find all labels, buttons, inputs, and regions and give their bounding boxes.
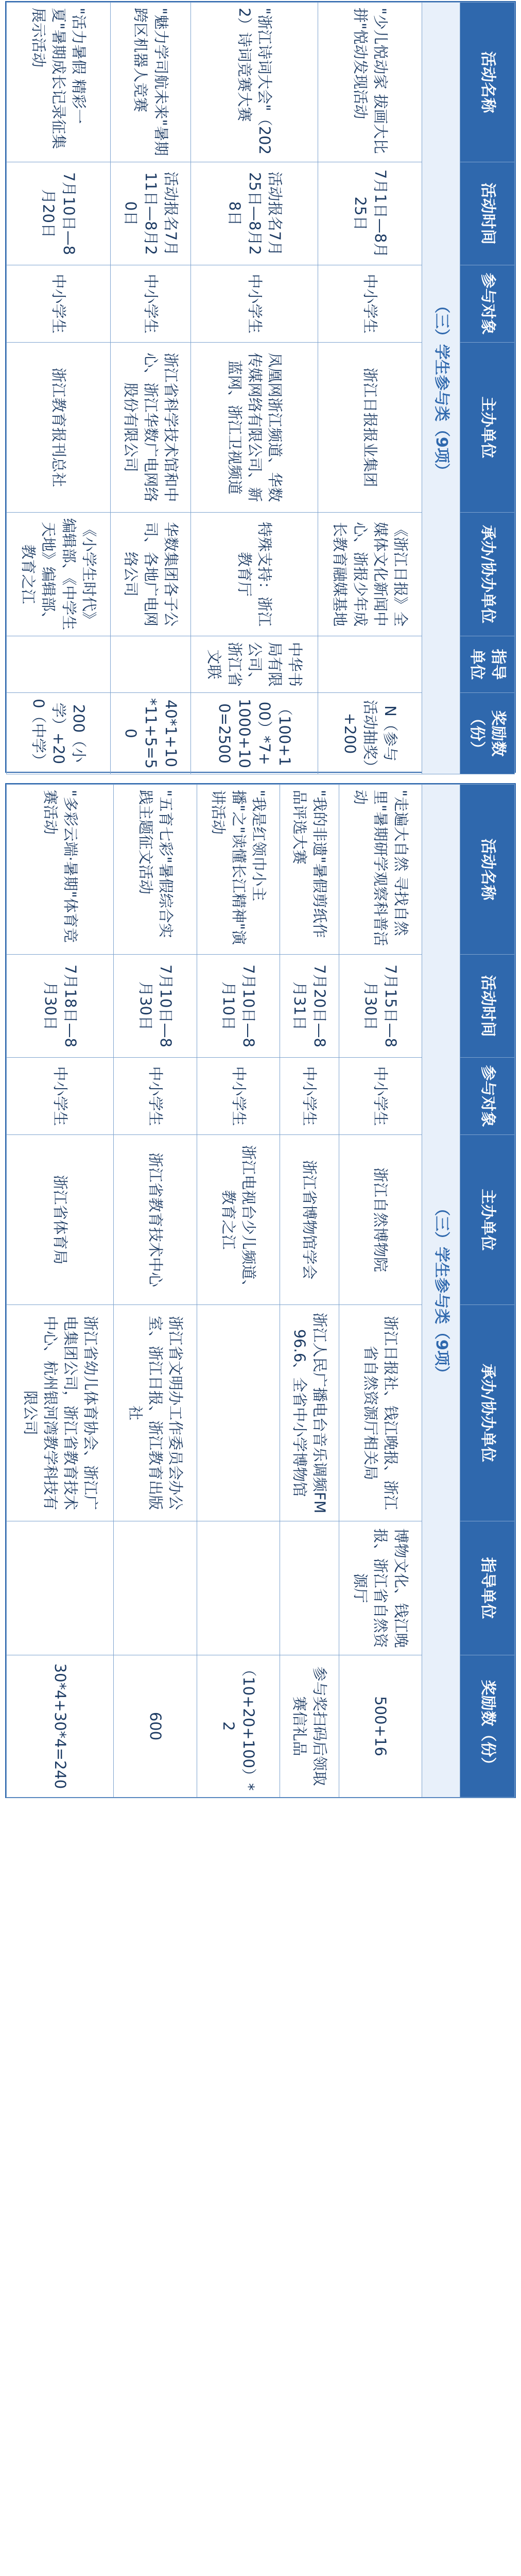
activity-table [6, 784, 515, 1798]
col-header-audience: 参与对象 [460, 265, 515, 343]
cell-time: 7月10日—8月10日 [197, 955, 280, 1058]
cell-audience: 中小学生 [339, 1058, 422, 1135]
col-header-name: 活动名称 [460, 785, 515, 955]
table-row [110, 3, 190, 774]
cell-host: 凤凰网浙江频道、华数传媒网络有限公司、新蓝网、浙江卫视频道 [191, 343, 318, 513]
cell-award: N（参与活动抽奖）+200 [318, 693, 422, 774]
cell-co: 浙江日报社、钱江晚报、浙江省自然资源厅相关局 [339, 1305, 422, 1521]
cell-name: "魅力学司航未来"暑期跨区机器人竞赛 [110, 3, 190, 162]
cell-guide [197, 1521, 280, 1655]
table-row [339, 785, 422, 1798]
cell-host: 浙江省教育技术中心 [114, 1135, 197, 1305]
col-header-name: 活动名称 [460, 3, 515, 162]
table-row [280, 785, 339, 1798]
cell-award: 参与奖扫码后领取赛信礼品 [280, 1655, 339, 1798]
col-header-time: 活动时间 [460, 955, 515, 1058]
cell-co: 华数集团各子公司、各地广电网络公司 [110, 513, 190, 636]
section-title: （三）学生参与类（9项） [422, 3, 460, 774]
cell-co: 浙江省文明办工作委员会办公室、浙江日报、浙江教育出版社 [114, 1305, 197, 1521]
table-row [7, 3, 111, 774]
cell-guide [110, 636, 190, 693]
activity-table [6, 2, 515, 774]
cell-name: "少儿悦动家 拔画大比拼"悦动发现活动 [318, 3, 422, 162]
col-header-co: 承办/协办单位 [460, 1305, 515, 1521]
cell-name: "多彩云端·暑期"体育竞赛活动 [7, 785, 114, 955]
cell-audience: 中小学生 [110, 265, 190, 343]
cell-name: "活力暑假 精彩一夏"暑期成长记录征集展示活动 [7, 3, 111, 162]
cell-name: "我的非遗"暑假剪纸作品评选大赛 [280, 785, 339, 955]
cell-host: 浙江省体育局 [7, 1135, 114, 1305]
cell-co: 《浙江日报》全媒体文化新闻中心、浙报少年成长教育融媒基地 [318, 513, 422, 636]
cell-time: 7月18日—8月30日 [7, 955, 114, 1058]
cell-host: 浙江省科学技术馆和中心、浙江华数广电网络股份有限公司 [110, 343, 190, 513]
cell-guide [280, 1521, 339, 1655]
cell-award: 200（小学）+200（中学） [7, 693, 111, 774]
col-header-guide: 指导单位 [460, 636, 515, 693]
cell-award: 600 [114, 1655, 197, 1798]
cell-host: 浙江省博物馆学会 [280, 1135, 339, 1305]
cell-time: 7月10日—8月20日 [7, 162, 111, 265]
cell-award: 500+16 [339, 1655, 422, 1798]
col-header-host: 主办单位 [460, 343, 515, 513]
cell-name: "五育七彩"暑假综合实践主题征文活动 [114, 785, 197, 955]
table-block-student-1 [5, 1, 516, 773]
cell-audience: 中小学生 [318, 265, 422, 343]
col-header-guide: 指导单位 [460, 1521, 515, 1655]
col-header-award: 奖励数（份） [460, 1655, 515, 1798]
cell-host: 浙江自然博物院 [339, 1135, 422, 1305]
cell-award: （100+100）*7+1000+100=2500 [191, 693, 318, 774]
cell-co [197, 1305, 280, 1521]
cell-award: 30*4+30*4=240 [7, 1655, 114, 1798]
cell-time: 活动报名7月11日—8月20日 [110, 162, 190, 265]
cell-host: 浙江电视台少儿频道、教育之江 [197, 1135, 280, 1305]
cell-time: 7月20日—8月31日 [280, 955, 339, 1058]
col-header-award: 奖励数（份） [460, 693, 515, 774]
table-row [7, 785, 114, 1798]
table-row [197, 785, 280, 1798]
cell-audience: 中小学生 [280, 1058, 339, 1135]
cell-guide: 中华书局有限公司、浙江省文联 [191, 636, 318, 693]
col-header-co: 承办/协办单位 [460, 513, 515, 636]
table-row [318, 3, 422, 774]
cell-award: 40*1+10*11+5=50 [110, 693, 190, 774]
cell-co: 浙江人民广播电台音乐调频FM96.6、全省中小学博物馆 [280, 1305, 339, 1521]
col-header-host: 主办单位 [460, 1135, 515, 1305]
cell-name: "走遍大自然 寻找自然里"暑期研学观察科普活动 [339, 785, 422, 955]
cell-time: 7月10日—8月30日 [114, 955, 197, 1058]
cell-audience: 中小学生 [7, 1058, 114, 1135]
col-header-audience: 参与对象 [460, 1058, 515, 1135]
cell-guide [318, 636, 422, 693]
cell-host: 浙江日报报业集团 [318, 343, 422, 513]
cell-award: （10+20+100）*2 [197, 1655, 280, 1798]
cell-host: 浙江教育报刊总社 [7, 343, 111, 513]
cell-audience: 中小学生 [7, 265, 111, 343]
cell-guide [7, 1521, 114, 1655]
cell-time: 7月1日—8月25日 [318, 162, 422, 265]
cell-guide [114, 1521, 197, 1655]
table-row [114, 785, 197, 1798]
col-header-time: 活动时间 [460, 162, 515, 265]
cell-guide [7, 636, 111, 693]
table-block-student-2 [5, 783, 516, 1798]
cell-audience: 中小学生 [191, 265, 318, 343]
cell-co: 《小学生时代》编辑部、《中学生天地》编辑部、教育之江 [7, 513, 111, 636]
cell-co: 浙江省幼儿体育协会、浙江广电集团公司，浙江省教育技术中心、杭州银河湾教学科技有限公司 [7, 1305, 114, 1521]
cell-time: 7月15日—8月30日 [339, 955, 422, 1058]
table-row [191, 3, 318, 774]
section-title: （三）学生参与类（9项） [422, 785, 460, 1798]
cell-audience: 中小学生 [197, 1058, 280, 1135]
cell-time: 活动报名7月25日—8月28日 [191, 162, 318, 265]
cell-guide: 博物文化、钱江晚报、浙江省自然资源厅 [339, 1521, 422, 1655]
cell-audience: 中小学生 [114, 1058, 197, 1135]
cell-co: 特殊支持：浙江教育厅 [191, 513, 318, 636]
cell-name: "我是红领巾小主播"之"读懂长江精神"演讲活动 [197, 785, 280, 955]
cell-name: "浙江诗词大会"（2022）诗词竞赛大赛 [191, 3, 318, 162]
